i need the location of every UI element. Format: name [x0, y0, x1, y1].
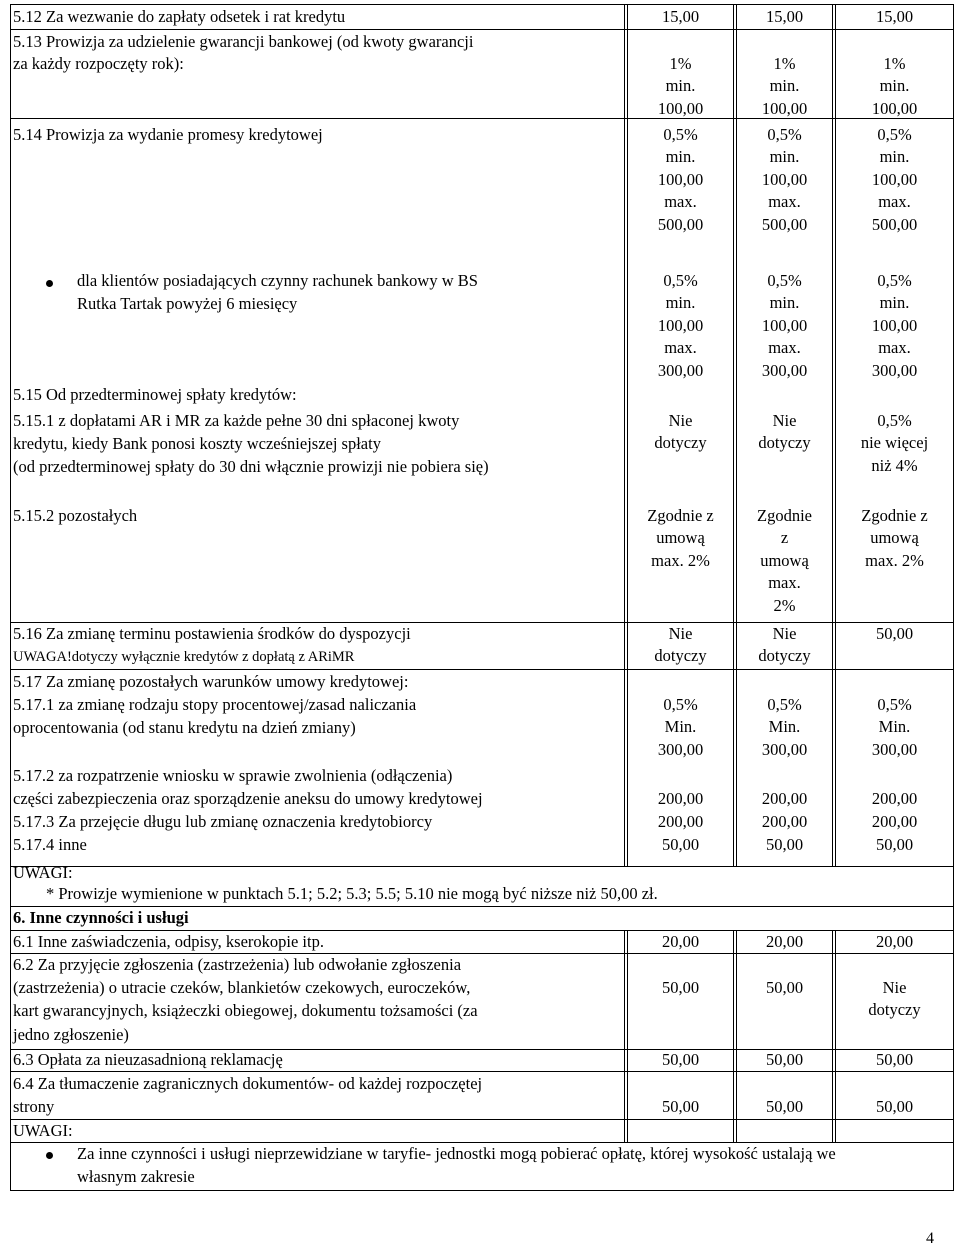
row-5-17-3-label: 5.17.3 Za przejęcie długu lub zmianę oznaczenia kredytobiorcy [13, 812, 433, 831]
row-5-15-2-v1: Zgodnie z umową max. 2% [647, 506, 714, 570]
row-5-15-1-line2: kredytu, kiedy Bank ponosi koszty wcześniejszej spłaty [13, 434, 381, 453]
row-6-2-line1: 6.2 Za przyjęcie zgłoszenia (zastrzeżenia) lub odwołanie zgłoszenia [13, 955, 462, 974]
row-6-1-v3: 20,00 [875, 932, 914, 951]
row-5-12-v2: 15,00 [765, 7, 804, 26]
row-6-1-v2: 20,00 [765, 932, 804, 951]
row-5-17-4-v1: 50,00 [661, 835, 700, 854]
row-6-4-v1: 50,00 [661, 1097, 700, 1116]
row-5-17-label: 5.17 Za zmianę pozostałych warunków umowy kredytowej: [13, 672, 409, 691]
row-6-2-v1: 50,00 [661, 978, 700, 997]
row-5-16-line1: 5.16 Za zmianę terminu postawienia środków do dyspozycji [13, 624, 411, 643]
section-6-title: 6. Inne czynności i usługi [13, 908, 189, 927]
row-5-13-line1: 5.13 Prowizja za udzielenie gwarancji bankowej (od kwoty gwarancji [13, 32, 474, 51]
row-5-13-v1: 1% min. 100,00 [657, 54, 704, 118]
row-5-17-2-v2: 200,00 [761, 789, 808, 808]
row-5-17-2-v3: 200,00 [871, 789, 918, 808]
bullet-icon [46, 1152, 53, 1159]
row-6-2-line2: (zastrzeżenia) o utracie czeków, blankietów czekowych, euroczeków, [13, 978, 471, 997]
row-6-3-v2: 50,00 [765, 1050, 804, 1069]
row-5-15-2-label: 5.15.2 pozostałych [13, 506, 138, 525]
row-5-17-1-line2: oprocentowania (od stanu kredytu na dzień zmiany) [13, 718, 356, 737]
row-6-3-label: 6.3 Opłata za nieuzasadnioną reklamację [13, 1050, 283, 1069]
row-bs-v1: 0,5% min. 100,00 max. 300,00 [657, 271, 704, 380]
row-6-2-v3: Nie dotyczy [868, 978, 921, 1020]
row-5-16-line2: UWAGA!dotyczy wyłącznie kredytów z dopłatą z ARiMR [13, 649, 355, 665]
row-5-15-label: 5.15 Od przedterminowej spłaty kredytów: [13, 385, 297, 404]
row-bs-v2: 0,5% min. 100,00 max. 300,00 [761, 271, 808, 380]
row-5-14-v1: 0,5% min. 100,00 max. 500,00 [657, 125, 704, 234]
row-5-17-3-v2: 200,00 [761, 812, 808, 831]
row-6-2-v2: 50,00 [765, 978, 804, 997]
row-6-1-v1: 20,00 [661, 932, 700, 951]
uwagi-2-line1: Za inne czynności i usługi nieprzewidziane w taryfie- jednostki mogą pobierać opłatę, której wysokość ustalają we [77, 1144, 836, 1163]
uwagi-2-label: UWAGI: [13, 1121, 73, 1140]
row-6-1-label: 6.1 Inne zaświadczenia, odpisy, kserokopie itp. [13, 932, 324, 951]
row-bs-line1: dla klientów posiadających czynny rachunek bankowy w BS [77, 271, 478, 290]
row-5-17-2-line2: części zabezpieczenia oraz sporządzenie aneksu do umowy kredytowej [13, 789, 483, 808]
row-5-17-4-v2: 50,00 [765, 835, 804, 854]
uwagi-1-label: UWAGI: [13, 863, 73, 882]
row-5-14-v3: 0,5% min. 100,00 max. 500,00 [871, 125, 918, 234]
row-5-14-label: 5.14 Prowizja za wydanie promesy kredytowej [13, 125, 323, 144]
row-6-4-v2: 50,00 [765, 1097, 804, 1116]
uwagi-1-note: * Prowizje wymienione w punktach 5.1; 5.2; 5.3; 5.5; 5.10 nie mogą być niższe niż 50,00 zł. [46, 884, 658, 903]
row-5-15-1-line1: 5.15.1 z dopłatami AR i MR za każde pełne 30 dni spłaconej kwoty [13, 411, 460, 430]
row-5-16-v2: Nie dotyczy [758, 624, 811, 666]
row-5-17-1-v3: 0,5% Min. 300,00 [871, 695, 918, 759]
row-5-17-1-line1: 5.17.1 za zmianę rodzaju stopy procentowej/zasad naliczania [13, 695, 417, 714]
row-5-16-v1: Nie dotyczy [654, 624, 707, 666]
row-6-2-line4: jedno zgłoszenie) [13, 1025, 129, 1044]
page-number: 4 [926, 1230, 934, 1247]
row-5-13-v2: 1% min. 100,00 [761, 54, 808, 118]
row-5-15-1-v3: 0,5% nie więcej niż 4% [860, 411, 929, 475]
row-bs-line2: Rutka Tartak powyżej 6 miesięcy [77, 294, 298, 313]
row-5-12-v3: 15,00 [875, 7, 914, 26]
row-5-14-v2: 0,5% min. 100,00 max. 500,00 [761, 125, 808, 234]
row-6-3-v3: 50,00 [875, 1050, 914, 1069]
row-5-17-3-v3: 200,00 [871, 812, 918, 831]
row-5-15-1-line3: (od przedterminowej spłaty do 30 dni włącznie prowizji nie pobiera się) [13, 457, 489, 476]
row-6-4-v3: 50,00 [875, 1097, 914, 1116]
row-6-4-line1: 6.4 Za tłumaczenie zagranicznych dokumentów- od każdej rozpoczętej [13, 1074, 483, 1093]
row-5-17-2-v1: 200,00 [657, 789, 704, 808]
uwagi-2-line2: własnym zakresie [77, 1167, 195, 1186]
row-5-15-1-v1: Nie dotyczy [654, 411, 707, 453]
row-6-2-line3: kart gwarancyjnych, książeczki obiegowej, dokumentu tożsamości (za [13, 1001, 478, 1020]
row-5-17-3-v1: 200,00 [657, 812, 704, 831]
row-5-15-1-v2: Nie dotyczy [758, 411, 811, 453]
row-6-3-v1: 50,00 [661, 1050, 700, 1069]
row-5-12-v1: 15,00 [661, 7, 700, 26]
row-5-17-2-line1: 5.17.2 za rozpatrzenie wniosku w sprawie zwolnienia (odłączenia) [13, 766, 453, 785]
row-5-17-1-v1: 0,5% Min. 300,00 [657, 695, 704, 759]
bullet-icon [46, 280, 53, 287]
row-5-16-v3: 50,00 [875, 624, 914, 643]
row-5-15-2-v2: Zgodnie z umową max. 2% [757, 506, 812, 615]
row-5-15-2-v3: Zgodnie z umową max. 2% [861, 506, 928, 570]
row-5-12-label: 5.12 Za wezwanie do zapłaty odsetek i rat kredytu [13, 7, 346, 26]
row-5-17-4-label: 5.17.4 inne [13, 835, 87, 854]
row-bs-v3: 0,5% min. 100,00 max. 300,00 [871, 271, 918, 380]
row-5-17-1-v2: 0,5% Min. 300,00 [761, 695, 808, 759]
row-5-17-4-v3: 50,00 [875, 835, 914, 854]
row-5-13-line2: za każdy rozpoczęty rok): [13, 54, 184, 73]
row-5-13-v3: 1% min. 100,00 [871, 54, 918, 118]
row-6-4-line2: strony [13, 1097, 55, 1116]
